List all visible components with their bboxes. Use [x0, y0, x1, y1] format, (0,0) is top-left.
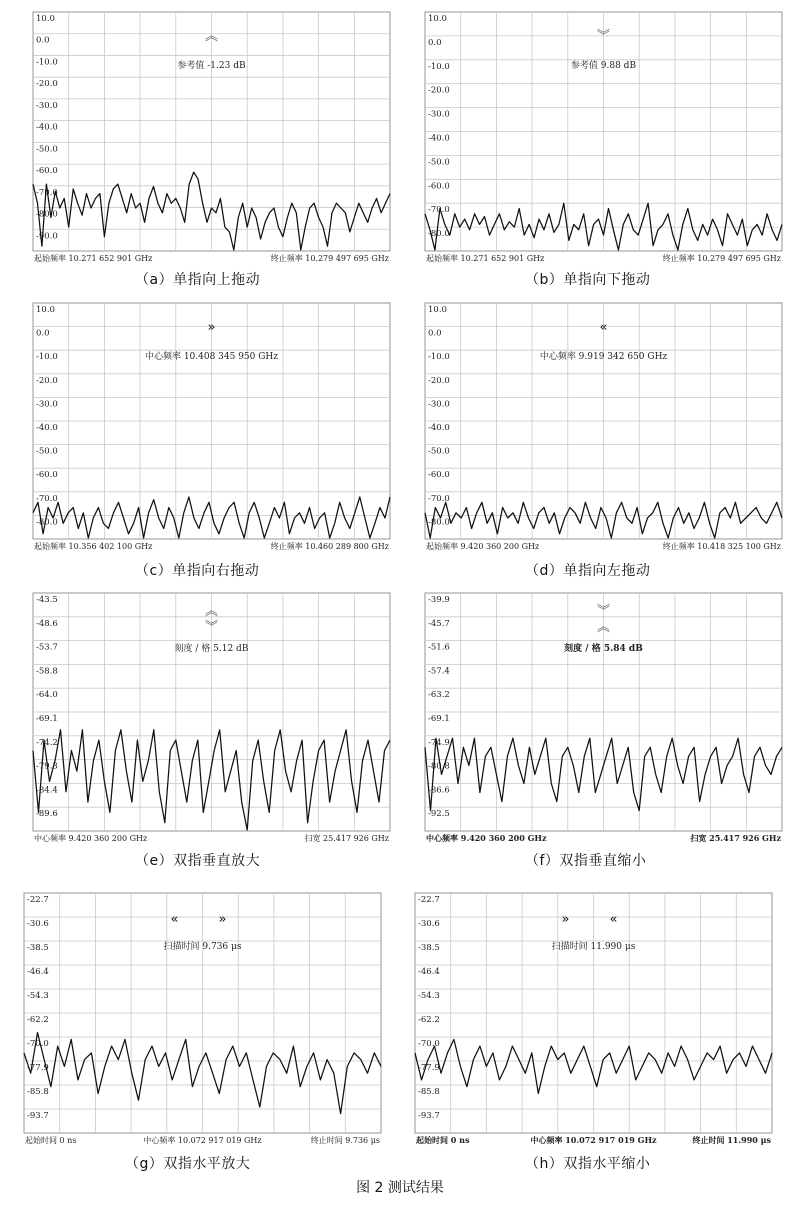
y-tick-label: -48.6	[36, 618, 58, 629]
y-tick-label: -69.1	[36, 714, 58, 724]
double-chevron-left-right-icon: »	[218, 912, 227, 927]
y-tick-label: -80.0	[428, 517, 450, 528]
y-tick-label: -92.5	[428, 809, 450, 820]
y-tick-label: -30.0	[36, 100, 58, 111]
y-tick-label: -20.0	[428, 375, 450, 386]
y-tick-label: 10.0	[428, 14, 447, 24]
y-tick-label: -30.0	[36, 399, 58, 410]
footer-left-label: 起始频率 10.271 652 901 GHz	[426, 254, 545, 263]
y-tick-label: -46.4	[27, 967, 49, 977]
y-tick-label: -20.0	[428, 85, 450, 96]
y-tick-label: -50.0	[36, 144, 58, 155]
y-tick-label: -60.0	[36, 470, 58, 481]
y-tick-label: -79.3	[36, 761, 58, 772]
double-chevron-down-up-icon: ︾	[596, 604, 611, 619]
chart-panel-c	[33, 303, 390, 553]
y-tick-label: -70.0	[428, 493, 450, 504]
caption-b: （b）单指向下拖动	[525, 272, 651, 288]
double-chevron-left-icon: «	[599, 320, 608, 335]
chart-svg-c	[33, 303, 390, 553]
y-tick-label: -93.7	[27, 1111, 49, 1121]
y-tick-label: -40.0	[36, 122, 58, 133]
double-chevron-down-up-icon: ︽	[596, 620, 611, 635]
y-tick-label: -70.0	[418, 1039, 440, 1049]
double-chevron-left-right-icon: «	[170, 912, 179, 927]
footer-right-label: 扫宽 25.417 926 GHz	[304, 834, 389, 843]
y-tick-label: -89.6	[36, 809, 58, 820]
caption-a: （a）单指向上拖动	[135, 272, 261, 288]
y-tick-label: -54.3	[27, 991, 49, 1001]
footer-right-label: 终止频率 10.279 497 695 GHz	[662, 254, 781, 263]
y-tick-label: -20.0	[36, 375, 58, 386]
chart-panel-f	[425, 593, 782, 845]
double-chevron-right-left-icon: »	[561, 912, 570, 927]
y-tick-label: -60.0	[428, 181, 450, 192]
double-chevron-down-icon: ︾	[596, 29, 611, 44]
footer-right-label: 终止频率 10.418 325 100 GHz	[662, 542, 781, 551]
double-chevron-up-down-icon: ︾	[204, 620, 219, 635]
footer-center-label: 中心频率 10.072 917 019 GHz	[530, 1135, 657, 1145]
y-tick-label: 0.0	[428, 328, 442, 339]
chart-svg-b	[425, 12, 782, 265]
y-tick-label: -86.6	[428, 785, 450, 796]
y-tick-label: -60.0	[428, 470, 450, 481]
y-tick-label: -39.9	[428, 595, 450, 605]
y-tick-label: -30.6	[418, 919, 440, 929]
caption-c: （c）单指向右拖动	[135, 563, 260, 579]
double-chevron-right-left-icon: «	[609, 912, 618, 927]
y-tick-label: -64.0	[36, 690, 58, 701]
y-tick-label: -20.0	[36, 79, 58, 90]
y-tick-label: -62.2	[27, 1015, 49, 1025]
y-tick-label: -80.0	[428, 229, 450, 240]
y-tick-label: -77.9	[418, 1063, 440, 1073]
annotation-label: 刻度 / 格 5.84 dB	[564, 644, 643, 654]
chart-panel-h	[415, 893, 772, 1147]
y-tick-label: -10.0	[428, 61, 450, 72]
y-tick-label: -85.8	[27, 1087, 49, 1097]
caption-e: （e）双指垂直放大	[135, 853, 261, 869]
y-tick-label: -69.1	[428, 714, 450, 724]
footer-right-label: 终止频率 10.279 497 695 GHz	[270, 254, 389, 263]
y-tick-label: -10.0	[36, 352, 58, 363]
y-tick-label: -85.8	[418, 1087, 440, 1097]
y-tick-label: -93.7	[418, 1111, 440, 1121]
y-tick-label: -30.6	[27, 919, 49, 929]
y-tick-label: 10.0	[428, 305, 447, 315]
annotation-label: 扫描时间 11.990 μs	[551, 942, 636, 952]
y-tick-label: -38.5	[27, 943, 49, 953]
y-tick-label: 0.0	[428, 37, 442, 48]
footer-left-label: 起始时间 0 ns	[416, 1135, 470, 1145]
annotation-label: 中心频率 9.919 342 650 GHz	[539, 352, 668, 362]
annotation-label: 扫描时间 9.736 μs	[163, 942, 242, 952]
y-tick-label: -84.4	[36, 785, 58, 796]
y-tick-label: -40.0	[428, 423, 450, 433]
footer-left-label: 中心频率 9.420 360 200 GHz	[426, 833, 547, 843]
y-tick-label: -74.2	[36, 737, 58, 748]
y-tick-label: -45.7	[428, 618, 450, 629]
footer-right-label: 扫宽 25.417 926 GHz	[690, 833, 781, 843]
annotation-label: 参考值 9.88 dB	[570, 61, 637, 71]
y-tick-label: -62.2	[418, 1015, 440, 1025]
caption-g: （g）双指水平放大	[125, 1156, 251, 1172]
y-tick-label: -40.0	[428, 133, 450, 144]
chart-panel-g	[24, 893, 381, 1147]
footer-left-label: 起始频率 10.271 652 901 GHz	[34, 254, 153, 263]
y-tick-label: -50.0	[428, 446, 450, 457]
y-tick-label: -70.0	[36, 187, 58, 198]
annotation-label: 中心频率 10.408 345 950 GHz	[144, 352, 279, 362]
y-tick-label: -50.0	[428, 157, 450, 168]
y-tick-label: -51.6	[428, 642, 450, 653]
footer-right-label: 终止时间 11.990 μs	[692, 1135, 771, 1145]
y-tick-label: -80.8	[428, 761, 450, 772]
y-tick-label: -46.4	[418, 967, 440, 977]
chart-svg-d	[425, 303, 782, 553]
chart-svg-a	[33, 12, 390, 265]
y-tick-label: -63.2	[428, 690, 450, 701]
y-tick-label: -38.5	[418, 943, 440, 953]
y-tick-label: -74.9	[428, 737, 450, 748]
footer-left-label: 起始频率 10.356 402 100 GHz	[34, 542, 153, 551]
caption-f: （f）双指垂直缩小	[525, 853, 647, 869]
chart-panel-e	[33, 593, 390, 845]
y-tick-label: -70.0	[27, 1039, 49, 1049]
y-tick-label: -30.0	[428, 109, 450, 120]
y-tick-label: -10.0	[428, 352, 450, 363]
caption-h: （h）双指水平缩小	[525, 1156, 651, 1172]
y-tick-label: -50.0	[36, 446, 58, 457]
footer-right-label: 终止时间 9.736 μs	[310, 1136, 380, 1145]
y-tick-label: -54.3	[418, 991, 440, 1001]
double-chevron-right-icon: »	[207, 320, 216, 335]
y-tick-label: -22.7	[418, 895, 440, 905]
footer-left-label: 起始时间 0 ns	[25, 1136, 77, 1145]
y-tick-label: 10.0	[36, 14, 55, 24]
footer-left-label: 中心频率 9.420 360 200 GHz	[34, 834, 148, 843]
y-tick-label: -22.7	[27, 895, 49, 905]
y-tick-label: -80.0	[36, 517, 58, 528]
annotation-label: 刻度 / 格 5.12 dB	[174, 644, 249, 654]
y-tick-label: -60.0	[36, 166, 58, 177]
footer-right-label: 终止频率 10.460 289 800 GHz	[270, 542, 389, 551]
figure-title: 图 2 测试结果	[356, 1180, 444, 1196]
y-tick-label: 0.0	[36, 328, 50, 339]
y-tick-label: -90.0	[36, 231, 58, 242]
annotation-label: 参考值 -1.23 dB	[177, 61, 246, 71]
footer-left-label: 起始频率 9.420 360 200 GHz	[426, 542, 540, 551]
y-tick-label: -70.0	[36, 493, 58, 504]
y-tick-label: -53.7	[36, 642, 58, 653]
y-tick-label: 0.0	[36, 35, 50, 46]
chart-svg-h	[415, 893, 772, 1147]
chart-svg-g	[24, 893, 381, 1147]
y-tick-label: -30.0	[428, 399, 450, 410]
y-tick-label: -10.0	[36, 57, 58, 68]
y-tick-label: -80.0	[36, 209, 58, 220]
chart-panel-a	[33, 12, 390, 265]
y-tick-label: -43.5	[36, 595, 58, 605]
double-chevron-up-down-icon: ︽	[204, 604, 219, 619]
chart-svg-f	[425, 593, 782, 845]
y-tick-label: 10.0	[36, 305, 55, 315]
y-tick-label: -57.4	[428, 666, 450, 677]
chart-panel-d	[425, 303, 782, 553]
caption-d: （d）单指向左拖动	[525, 563, 651, 579]
chart-svg-e	[33, 593, 390, 845]
y-tick-label: -58.8	[36, 666, 58, 677]
footer-center-label: 中心频率 10.072 917 019 GHz	[143, 1136, 262, 1145]
y-tick-label: -70.0	[428, 205, 450, 216]
chart-panel-b	[425, 12, 782, 265]
double-chevron-up-icon: ︽	[204, 29, 219, 44]
y-tick-label: -40.0	[36, 423, 58, 433]
y-tick-label: -77.9	[27, 1063, 49, 1073]
